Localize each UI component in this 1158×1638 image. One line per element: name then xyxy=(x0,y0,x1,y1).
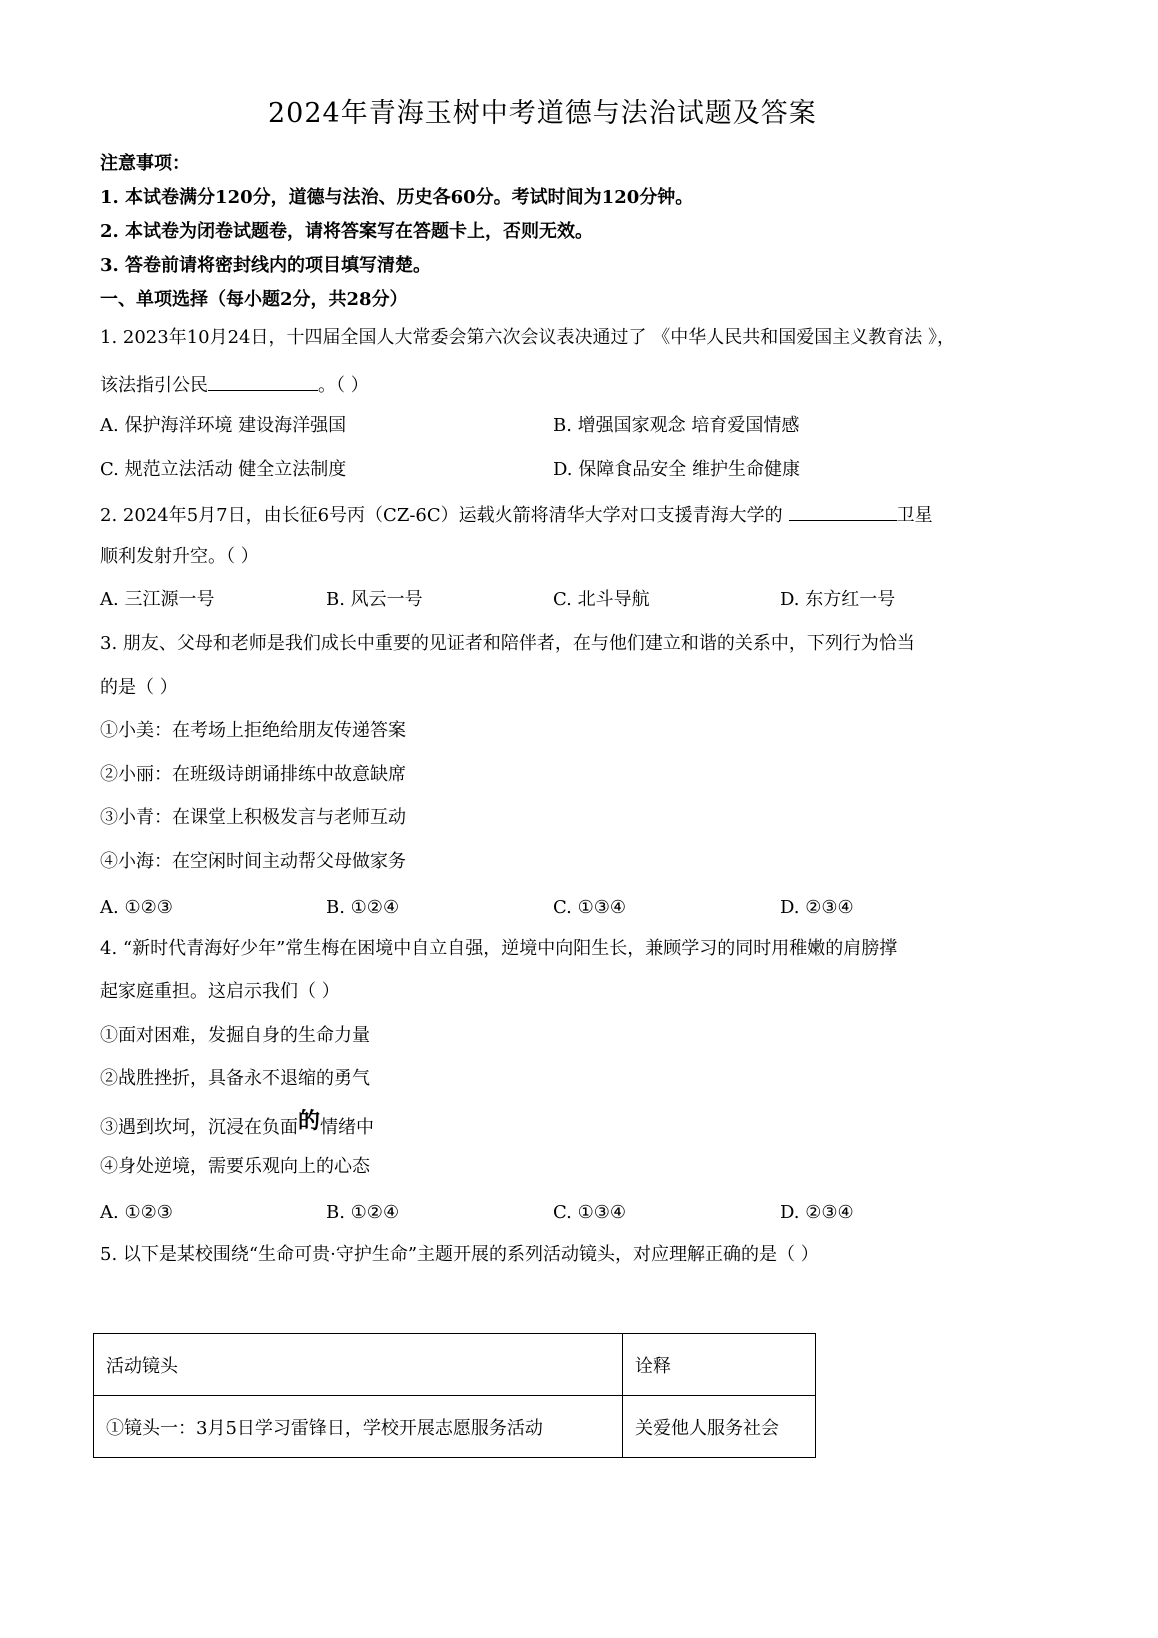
question-2-line-1 xyxy=(100,502,933,527)
question-2-suffix: 卫星 xyxy=(896,505,933,526)
table-header-cell: 诠释 xyxy=(623,1334,816,1396)
table-cell: ①镜头一：3月5日学习雷锋日，学校开展志愿服务活动 xyxy=(94,1396,623,1458)
question-3-item: ①小美：在考场上拒绝给朋友传递答案 xyxy=(100,720,406,741)
answer-blank xyxy=(208,372,318,391)
question-4-option-b: B. ①②④ xyxy=(326,1202,400,1223)
question-4-item: ①面对困难，发掘自身的生命力量 xyxy=(100,1025,370,1046)
question-4-option-d: D. ②③④ xyxy=(780,1202,854,1223)
question-3-line-2: 的是（ ） xyxy=(100,677,178,698)
question-1-prefix: 该法指引公民 xyxy=(100,375,208,396)
question-2-option-a: A. 三江源一号 xyxy=(100,589,215,610)
question-2-option-c: C. 北斗导航 xyxy=(553,589,650,610)
question-4-option-c: C. ①③④ xyxy=(553,1202,626,1223)
table-cell: 关爱他人服务社会 xyxy=(623,1396,816,1458)
question-2-option-b: B. 风云一号 xyxy=(326,589,423,610)
question-4-option-a: A. ①②③ xyxy=(100,1202,173,1223)
question-1-option-d: D. 保障食品安全 维护生命健康 xyxy=(553,459,800,480)
question-4-item xyxy=(100,1108,375,1139)
section-heading: 一、单项选择（每小题2分，共28分） xyxy=(100,289,408,310)
page-title: 2024年青海玉树中考道德与法治试题及答案 xyxy=(268,98,817,129)
question-3-option-d: D. ②③④ xyxy=(780,897,854,918)
notice-heading: 注意事项： xyxy=(100,153,190,174)
question-1-line-1: 1. 2023年10月24日，十四届全国人大常委会第六次会议表决通过了 《中华人民共和国爱国主义教育法 》， xyxy=(100,327,955,348)
activity-table xyxy=(93,1333,816,1458)
question-3-option-b: B. ①②④ xyxy=(326,897,400,918)
question-3-option-c: C. ①③④ xyxy=(553,897,626,918)
question-5-line-1: 5. 以下是某校围绕“生命可贵·守护生命”主题开展的系列活动镜头，对应理解正确的是（ ） xyxy=(100,1244,819,1265)
question-3-option-a: A. ①②③ xyxy=(100,897,173,918)
table-header-row xyxy=(94,1334,816,1396)
question-2-prefix: 2. 2024年5月7日，由长征6号丙（CZ-6C）运载火箭将清华大学对口支援青海大学的 xyxy=(100,505,783,526)
question-4-item-3-start: ③遇到坎坷，沉浸在负面 xyxy=(100,1117,298,1138)
table-header-cell: 活动镜头 xyxy=(94,1334,623,1396)
question-4-line-2: 起家庭重担。这启示我们（ ） xyxy=(100,981,340,1002)
question-1-option-a: A. 保护海洋环境 建设海洋强国 xyxy=(100,415,347,436)
table-row xyxy=(94,1396,816,1458)
question-2-option-d: D. 东方红一号 xyxy=(780,589,896,610)
question-2-line-2: 顺利发射升空。（ ） xyxy=(100,546,259,567)
question-1-option-c: C. 规范立法活动 健全立法制度 xyxy=(100,459,347,480)
question-4-item-3-end: 情绪中 xyxy=(320,1117,375,1138)
notice-item: 1. 本试卷满分120分，道德与法治、历史各60分。考试时间为120分钟。 xyxy=(100,187,694,208)
question-4-item-3-glyph: 的 xyxy=(298,1108,321,1134)
question-4-item: ②战胜挫折，具备永不退缩的勇气 xyxy=(100,1068,370,1089)
answer-blank xyxy=(789,502,897,521)
question-3-line-1: 3. 朋友、父母和老师是我们成长中重要的见证者和陪伴者，在与他们建立和谐的关系中，下列行为恰当 xyxy=(100,633,915,654)
question-3-item: ③小青：在课堂上积极发言与老师互动 xyxy=(100,807,406,828)
question-3-item: ②小丽：在班级诗朗诵排练中故意缺席 xyxy=(100,764,406,785)
notice-item: 3. 答卷前请将密封线内的项目填写清楚。 xyxy=(100,255,432,276)
question-1-option-b: B. 增强国家观念 培育爱国情感 xyxy=(553,415,800,436)
notice-item: 2. 本试卷为闭卷试题卷，请将答案写在答题卡上，否则无效。 xyxy=(100,221,594,242)
question-3-item: ④小海：在空闲时间主动帮父母做家务 xyxy=(100,851,406,872)
question-1-line-2 xyxy=(100,372,369,397)
question-4-line-1: 4. “新时代青海好少年”常生梅在困境中自立自强，逆境中向阳生长，兼顾学习的同时用稚嫩的肩膀撑 xyxy=(100,938,898,959)
question-4-item: ④身处逆境，需要乐观向上的心态 xyxy=(100,1156,370,1177)
question-1-suffix: 。（ ） xyxy=(318,375,369,396)
